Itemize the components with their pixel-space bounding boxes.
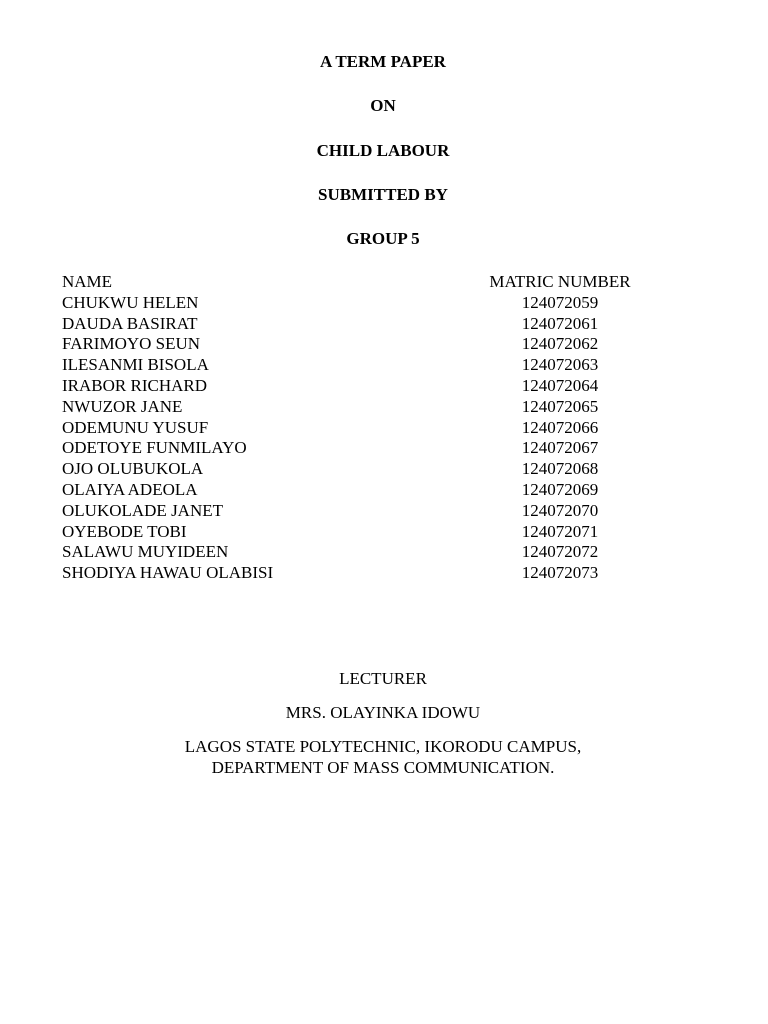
member-name: CHUKWU HELEN: [62, 292, 199, 312]
title-line-topic: CHILD LABOUR: [316, 141, 450, 160]
member-matric: 124072071: [521, 521, 599, 541]
table-row: [62, 459, 662, 480]
lecturer-name: MRS. OLAYINKA IDOWU: [285, 703, 481, 722]
table-row: [62, 334, 662, 355]
member-name: DAUDA BASIRAT: [62, 313, 198, 333]
table-row: [62, 542, 662, 563]
name-column-header: NAME: [62, 272, 113, 291]
member-name: IRABOR RICHARD: [62, 375, 207, 395]
member-matric: 124072069: [521, 479, 599, 499]
table-row: [62, 293, 662, 314]
table-row: [62, 480, 662, 501]
member-name: FARIMOYO SEUN: [62, 334, 201, 354]
member-name: OJO OLUBUKOLA: [62, 459, 204, 479]
member-name: OLUKOLADE JANET: [62, 500, 224, 520]
table-row: [62, 355, 662, 376]
member-name: ILESANMI BISOLA: [62, 355, 209, 375]
table-row: [62, 522, 662, 543]
department-name: DEPARTMENT OF MASS COMMUNICATION.: [211, 758, 555, 777]
member-name: NWUZOR JANE: [62, 396, 183, 416]
table-header-row: [62, 272, 662, 293]
table-row: [62, 418, 662, 439]
table-row: [62, 397, 662, 418]
member-matric: 124072065: [521, 396, 599, 416]
table-row: [62, 563, 662, 584]
member-matric: 124072061: [521, 313, 599, 333]
title-line-on: ON: [370, 96, 396, 115]
member-name: ODETOYE FUNMILAYO: [62, 438, 247, 458]
member-matric: 124072070: [521, 500, 599, 520]
members-table: [62, 272, 662, 584]
title-line-term-paper: A TERM PAPER: [320, 52, 446, 71]
member-matric: 124072066: [521, 417, 599, 437]
title-line-submitted-by: SUBMITTED BY: [318, 185, 448, 204]
member-matric: 124072068: [521, 459, 599, 479]
member-matric: 124072059: [521, 292, 599, 312]
lecturer-label: LECTURER: [339, 669, 427, 688]
table-row: [62, 314, 662, 335]
member-name: OLAIYA ADEOLA: [62, 479, 198, 499]
matric-column-header: MATRIC NUMBER: [489, 272, 631, 291]
table-row: [62, 501, 662, 522]
member-matric: 124072064: [521, 375, 599, 395]
member-matric: 124072062: [521, 334, 599, 354]
table-row: [62, 438, 662, 459]
member-name: ODEMUNU YUSUF: [62, 417, 209, 437]
member-name: OYEBODE TOBI: [62, 521, 187, 541]
member-matric: 124072063: [521, 355, 599, 375]
member-matric: 124072072: [521, 542, 599, 562]
institution-name: LAGOS STATE POLYTECHNIC, IKORODU CAMPUS,: [184, 737, 582, 756]
member-name: SHODIYA HAWAU OLABISI: [62, 563, 274, 583]
title-line-group: GROUP 5: [346, 229, 420, 248]
member-matric: 124072067: [521, 438, 599, 458]
member-name: SALAWU MUYIDEEN: [62, 542, 229, 562]
table-row: [62, 376, 662, 397]
member-matric: 124072073: [521, 563, 599, 583]
